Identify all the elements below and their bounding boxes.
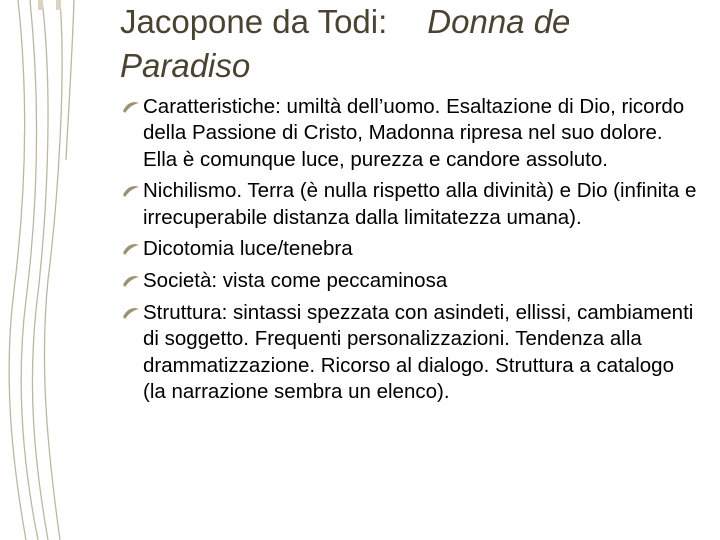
- leaf-swoosh-icon: [122, 306, 140, 320]
- bullet-item: [120, 178, 700, 231]
- leaf-swoosh-icon: [122, 242, 140, 256]
- bullet-item: [120, 94, 700, 173]
- decorative-curves: [0, 0, 120, 540]
- bullet-text: Caratteristiche: umiltà dell’uomo. Esaltazione di Dio, ricordo della Passione di Cristo, Madonna ripresa nel suo dolore. Ella è comunque luce, purezza e candore assoluto.: [143, 95, 685, 171]
- bullet-text: Nichilismo. Terra (è nulla rispetto alla divinità) e Dio (infinita e irrecuperabile distanza dalla limitatezza umana).: [143, 179, 697, 229]
- title-italic-2: Paradiso: [120, 47, 251, 84]
- title-italic-1: Donna de: [427, 3, 571, 40]
- title-main: Jacopone da Todi:: [120, 3, 388, 40]
- bullet-text: Struttura: sintassi spezzata con asindeti, ellissi, cambiamenti di soggetto. Frequenti personalizzazioni. Tendenza alla drammatizzazione. Ricorso al dialogo. Struttura a catalogo (la narrazione sembra un elenco).: [143, 301, 694, 403]
- bullet-item: [120, 236, 700, 262]
- bullet-item: [120, 300, 700, 405]
- bullet-item: [120, 268, 700, 294]
- leaf-swoosh-icon: [122, 274, 140, 288]
- bullet-text: Dicotomia luce/tenebra: [143, 237, 353, 261]
- bullet-list: [120, 94, 700, 411]
- bullet-text: Società: vista come peccaminosa: [143, 269, 448, 293]
- slide-title: [120, 0, 700, 88]
- leaf-swoosh-icon: [122, 184, 140, 198]
- leaf-swoosh-icon: [122, 100, 140, 114]
